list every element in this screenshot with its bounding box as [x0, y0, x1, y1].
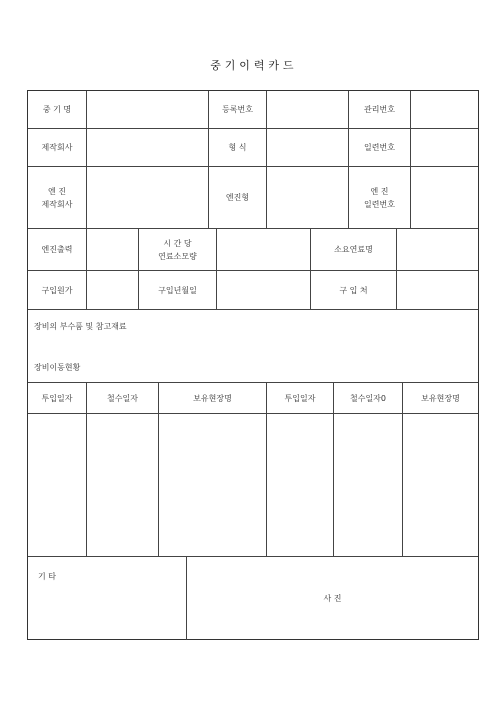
- header-deploy-date: 투입일자: [284, 393, 316, 403]
- header-deploy-date: 투입일자: [41, 393, 73, 403]
- label-engine-manufacturer: 엔 진 제작회사: [41, 186, 73, 209]
- col-divider: [266, 91, 267, 228]
- label-manufacturer: 제작회사: [41, 143, 73, 152]
- col-divider: [86, 91, 87, 228]
- label-purchase-date: 구입년월일: [158, 285, 197, 295]
- header-withdraw-date: 철수일자: [107, 393, 138, 403]
- label-vendor: 구 입 처: [339, 285, 368, 295]
- label-accessories-and-references: 장비의 부수품 및 참고재료: [34, 321, 127, 331]
- col-divider: [396, 228, 397, 309]
- col-divider: [86, 228, 87, 309]
- label-engine-output: 엔진출력: [41, 245, 73, 254]
- label-other: 기 타: [38, 571, 56, 581]
- label-management-number: 관리번호: [364, 105, 395, 114]
- label-purchase-price: 구입원가: [41, 285, 73, 295]
- row-divider: [28, 556, 478, 557]
- header-site-name: 보유현장명: [193, 393, 232, 403]
- label-photo: 사 진: [323, 593, 342, 603]
- row-divider: [28, 228, 478, 229]
- header-site-name: 보유현장명: [421, 393, 460, 403]
- row-divider: [28, 270, 478, 271]
- label-serial-number: 일련번호: [364, 143, 395, 152]
- label-fuel-name: 소요연료명: [334, 245, 373, 254]
- card-title: 중 기 이 력 카 드: [210, 59, 294, 72]
- col-divider: [216, 228, 217, 309]
- col-divider: [410, 91, 411, 228]
- label-registration-number: 등록번호: [222, 105, 253, 114]
- row-divider: [28, 309, 478, 310]
- label-equipment-name: 중 기 명: [42, 105, 72, 114]
- label-equipment-movement: 장비이동현황: [34, 362, 81, 372]
- label-fuel-consumption-per-hour: 시 간 당 연료소모량: [158, 238, 197, 261]
- header-withdraw-date: 철수일자0: [349, 393, 386, 403]
- label-model-type: 형 식: [228, 143, 247, 152]
- row-divider: [28, 413, 478, 414]
- label-engine-model: 엔진형: [225, 193, 250, 202]
- label-engine-serial-number: 엔 진 일련번호: [364, 186, 395, 209]
- equipment-history-card: [27, 90, 479, 640]
